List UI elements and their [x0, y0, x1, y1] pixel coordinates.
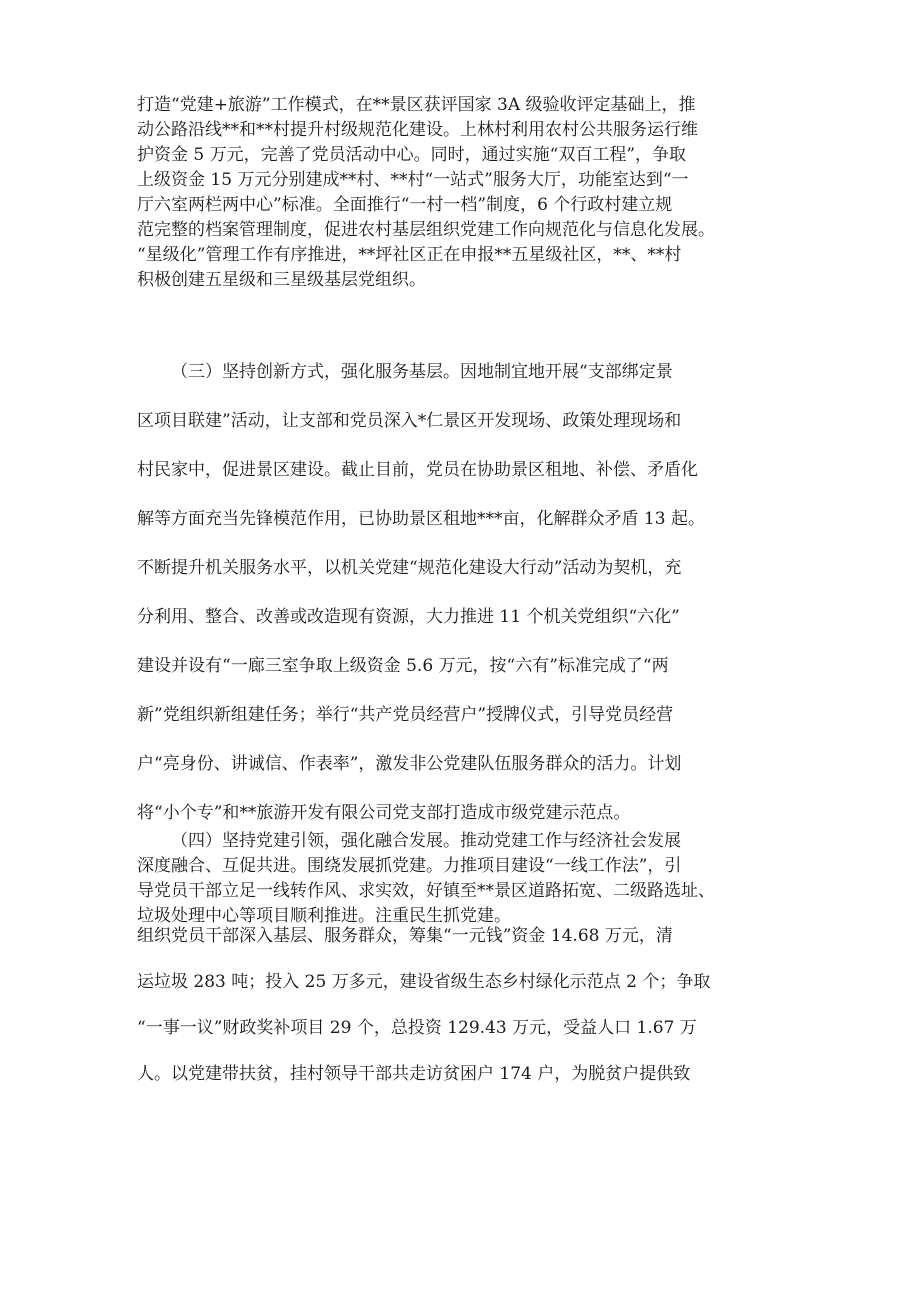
text-line: 深度融合、互促共进。围绕发展抓党建。力推项目建设“一线工作法”，引 — [137, 856, 682, 876]
text-line: 运垃圾 283 吨；投入 25 万多元，建设省级生态乡村绿化示范点 2 个；争取 — [137, 972, 711, 992]
text-line: 厅六室两栏两中心”标准。全面推行“一村一档”制度，6 个行政村建立规 — [137, 195, 673, 215]
text-line: 解等方面充当先锋模范作用，已协助景区租地***亩，化解群众矛盾 13 起。 — [137, 509, 705, 529]
text-line: 户“亮身份、讲诚信、作表率”，激发非公党建队伍服务群众的活力。计划 — [137, 754, 682, 774]
text-line: “一事一议”财政奖补项目 29 个，总投资 129.43 万元，受益人口 1.67 万 — [137, 1018, 697, 1038]
text-line: 打造“党建+旅游”工作模式，在**景区获评国家 3A 级验收评定基础上，推 — [137, 95, 696, 115]
text-line: 建设并设有“一廊三室争取上级资金 5.6 万元，按“六有”标准完成了“两 — [137, 656, 669, 676]
paragraph-livelihood — [137, 913, 805, 1097]
paragraph-section-3 — [137, 348, 805, 838]
text-line: 不断提升机关服务水平，以机关党建“规范化建设大行动”活动为契机，充 — [137, 558, 682, 578]
section-heading-line: （三）坚持创新方式，强化服务基层。因地制宜地开展“支部绑定景 — [171, 362, 673, 382]
text-line: 新”党组织新组建任务；举行“共产党员经营户”授牌仪式，引导党员经营 — [137, 705, 674, 725]
paragraph-party-tourism — [137, 93, 805, 293]
text-line: 导党员干部立足一线转作风、求实效，好镇至**景区道路拓宽、二级路选址、 — [137, 881, 715, 901]
text-line: 护资金 5 万元，完善了党员活动中心。同时，通过实施“双百工程”，争取 — [137, 145, 687, 165]
text-line: 积极创建五星级和三星级基层党组织。 — [137, 270, 426, 290]
text-line: 范完整的档案管理制度，促进农村基层组织党建工作向规范化与信息化发展。 — [137, 220, 715, 240]
text-line: 垃圾处理中心等项目顺利推进。注重民生抓党建。 — [137, 906, 511, 926]
text-line: 村民家中，促进景区建设。截止目前，党员在协助景区租地、补偿、矛盾化 — [137, 460, 698, 480]
text-line: 分利用、整合、改善或改造现有资源，大力推进 11 个机关党组织“六化” — [137, 607, 680, 627]
text-line: 区项目联建”活动，让支部和党员深入*仁景区开发现场、政策处理现场和 — [137, 411, 682, 431]
text-line: 人。以党建带扶贫，挂村领导干部共走访贫困户 174 户，为脱贫户提供致 — [137, 1064, 691, 1084]
section-heading-line: （四）坚持党建引领，强化融合发展。推动党建工作与经济社会发展 — [171, 831, 681, 851]
text-line: 动公路沿线**和**村提升村级规范化建设。上林村利用农村公共服务运行维 — [137, 120, 698, 140]
text-line: 组织党员干部深入基层、服务群众，筹集“一元钱”资金 14.68 万元，清 — [137, 926, 673, 946]
text-line: 上级资金 15 万元分别建成**村、**村“一站式”服务大厅，功能室达到“一 — [137, 170, 689, 190]
text-line: 将“小个专”和**旅游开发有限公司党支部打造成市级党建示范点。 — [137, 803, 631, 823]
text-line: “星级化”管理工作有序推进，**坪社区正在申报**五星级社区，**、**村 — [137, 245, 682, 265]
